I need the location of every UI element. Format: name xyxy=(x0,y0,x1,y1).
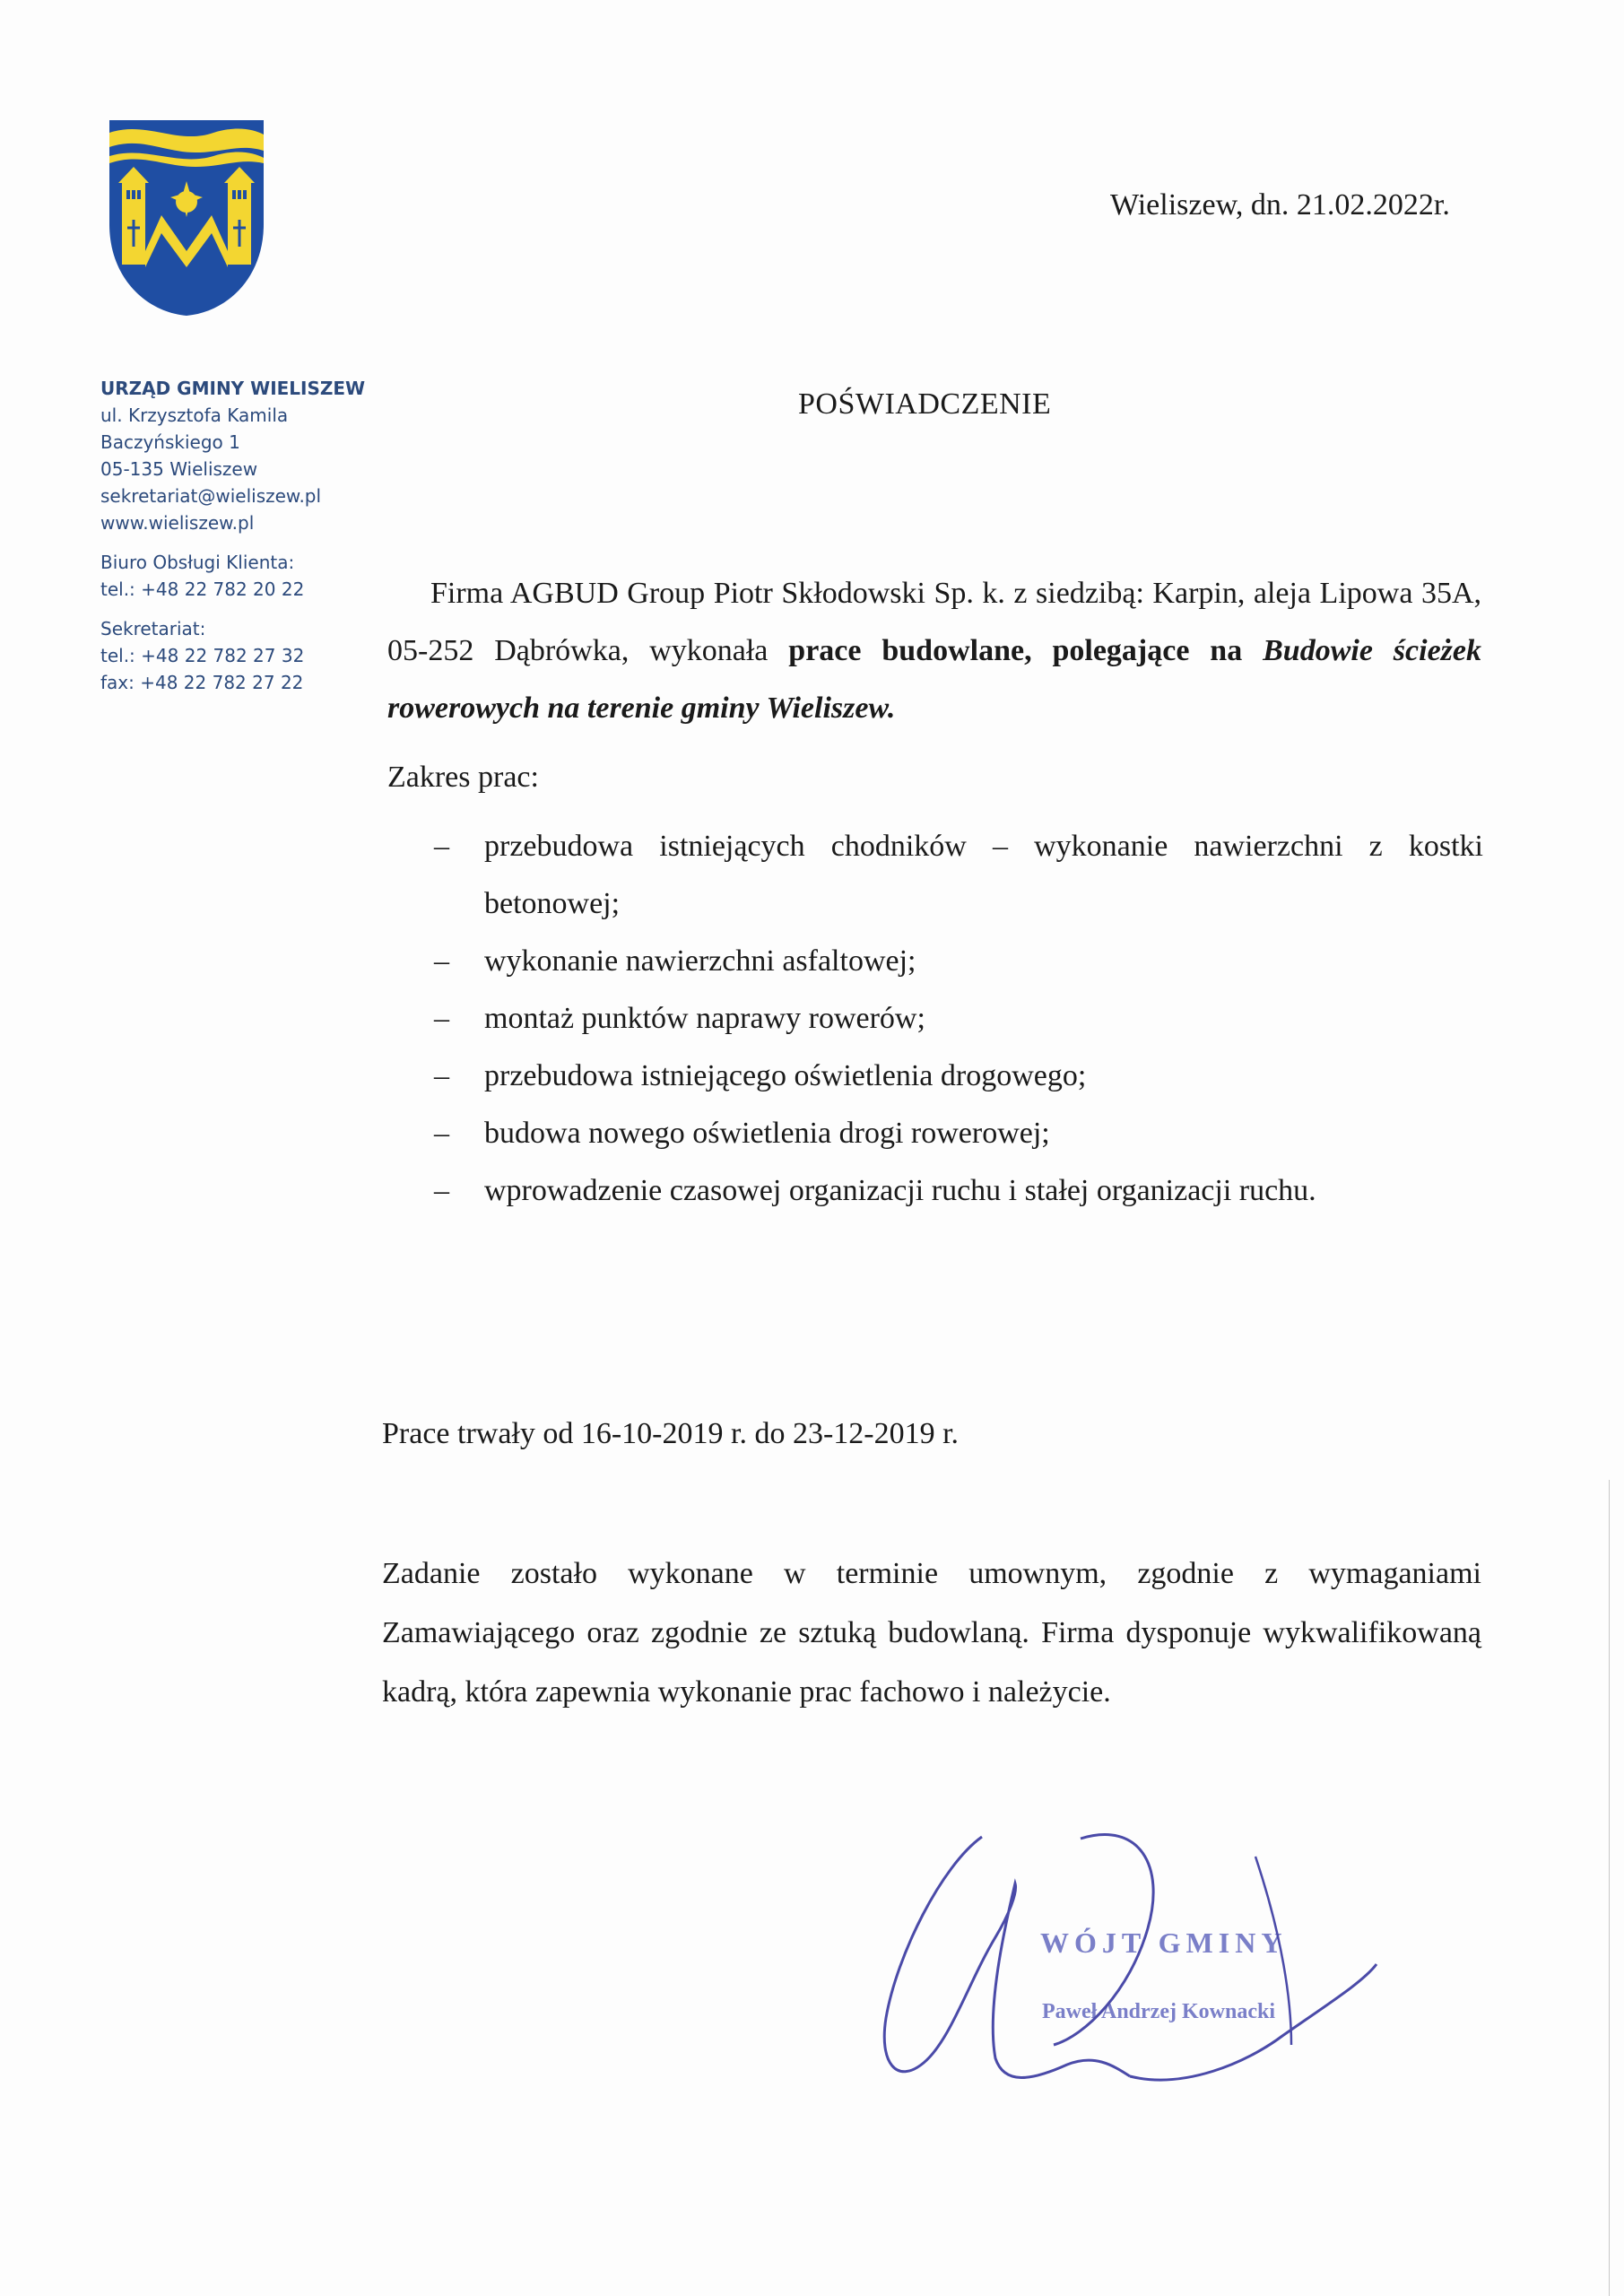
handwritten-signature xyxy=(861,1830,1399,2099)
coat-of-arms-logo xyxy=(106,117,267,318)
office-website: www.wieliszew.pl xyxy=(100,512,255,534)
office-street-line-2: Baczyńskiego 1 xyxy=(100,431,240,453)
office-email: sekretariat@wieliszew.pl xyxy=(100,485,322,507)
dash-bullet: – xyxy=(434,1174,449,1207)
scope-item: – wprowadzenie czasowej organizacji ruchu i stałej organizacji ruchu. xyxy=(434,1162,1483,1220)
intro-bold-text: prace budowlane, polegające na xyxy=(788,634,1264,667)
dash-bullet: – xyxy=(434,1002,449,1035)
secretariat-fax: fax: +48 22 782 27 22 xyxy=(100,672,304,693)
scope-item: – przebudowa istniejącego oświetlenia drogowego; xyxy=(434,1048,1483,1105)
stamp-title: WÓJT GMINY xyxy=(1040,1926,1288,1959)
closing-paragraph: Zadanie zostało wykonane w terminie umownym, zgodnie z wymaganiami Zamawiającego oraz zgodnie ze sztuką budowlaną. Firma dysponuje wykwalifikowaną kadrą, która zapewnia wykonanie prac fachowo i należycie. xyxy=(382,1557,1481,1709)
scope-item: – budowa nowego oświetlenia drogi rowerowej; xyxy=(434,1105,1483,1162)
office-contact-sidebar xyxy=(100,375,387,696)
scope-item: – przebudowa istniejących chodników – wykonanie nawierzchni z kostki betonowej; xyxy=(434,818,1483,933)
intro-plain-text: Firma AGBUD Group Piotr Skłodowski Sp. k. z siedzibą: Karpin, aleja Lipowa 35A, 05-252 Dąbrówka, wykonała xyxy=(387,577,1481,667)
intro-bold-italic-text: Budowie ścieżek rowerowych na terenie gminy Wieliszew. xyxy=(387,634,1481,725)
work-duration: Prace trwały od 16-10-2019 r. do 23-12-2019 r. xyxy=(382,1417,960,1450)
scan-edge-line xyxy=(1609,1480,1610,2296)
secretariat-tel: tel.: +48 22 782 27 32 xyxy=(100,645,305,666)
office-postal: 05-135 Wieliszew xyxy=(100,458,258,480)
scope-item: – montaż punktów naprawy rowerów; xyxy=(434,990,1483,1048)
scope-list xyxy=(434,818,1483,1220)
client-office-label: Biuro Obsługi Klienta: xyxy=(100,552,295,573)
secretariat-label: Sekretariat: xyxy=(100,618,206,639)
dash-bullet: – xyxy=(434,830,449,863)
office-name: URZĄD GMINY WIELISZEW xyxy=(100,378,366,399)
document-title: POŚWIADCZENIE xyxy=(798,387,1052,421)
office-street-line-1: ul. Krzysztofa Kamila xyxy=(100,404,289,426)
client-office-tel: tel.: +48 22 782 20 22 xyxy=(100,578,305,600)
stamp-name: Paweł Andrzej Kownacki xyxy=(1042,2000,1275,2023)
dash-bullet: – xyxy=(434,1059,449,1092)
dash-bullet: – xyxy=(434,1117,449,1150)
intro-paragraph xyxy=(387,565,1481,737)
document-date: Wieliszew, dn. 21.02.2022r. xyxy=(1110,188,1450,222)
scope-item: – wykonanie nawierzchni asfaltowej; xyxy=(434,933,1483,990)
dash-bullet: – xyxy=(434,944,449,978)
scope-label: Zakres prac: xyxy=(387,761,539,794)
